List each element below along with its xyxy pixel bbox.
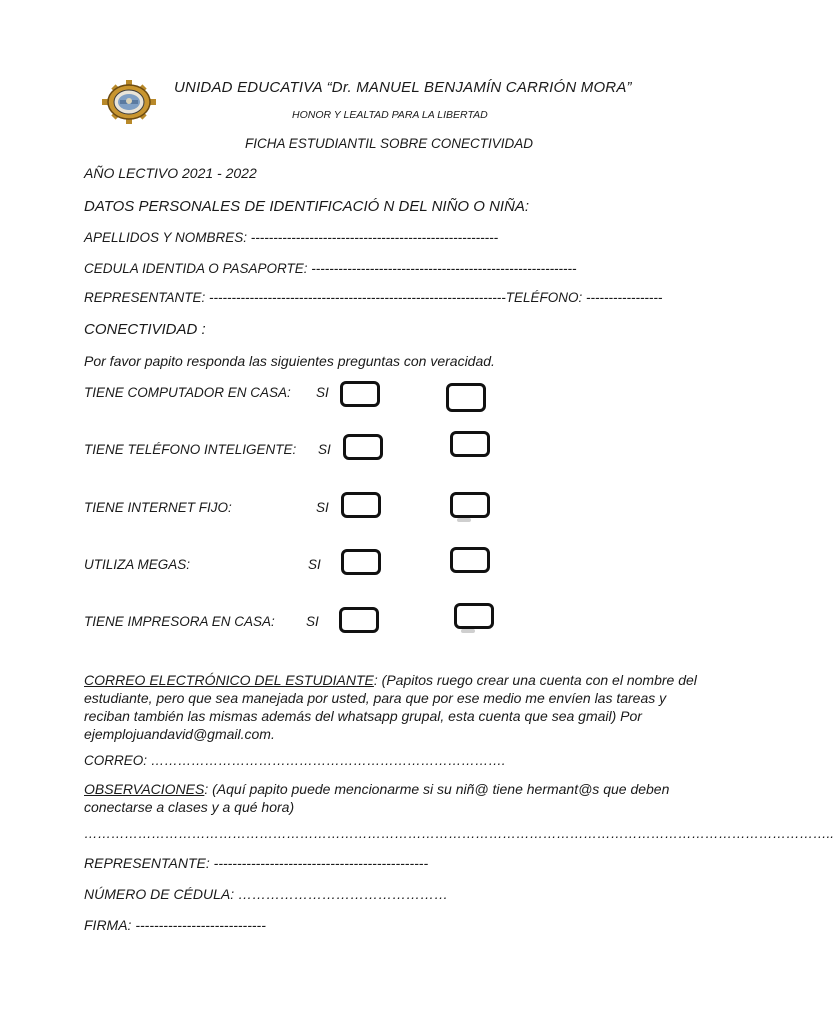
yes-label: SI xyxy=(318,442,331,457)
question-label: TIENE INTERNET FIJO: xyxy=(84,500,232,515)
email-section-text: : (Papitos ruego crear una cuenta con el nombre del estudiante, pero que sea manejada por usted, para que por ese medio me envíen las tareas y reciban también las mismas además del whatsapp grupal, esta cuenta que sea gmail) Por ejemplojuandavid@gmail.com. xyxy=(84,672,697,742)
yes-label: SI xyxy=(308,557,321,572)
no-checkbox-printer[interactable] xyxy=(454,603,494,629)
question-label: TIENE TELÉFONO INTELIGENTE: xyxy=(84,442,297,457)
id-number-line[interactable]: NÚMERO DE CÉDULA: ……………………………………… xyxy=(84,886,449,902)
school-logo-icon xyxy=(102,80,156,124)
yes-label: SI xyxy=(316,385,329,400)
yes-checkbox-mobile-data[interactable] xyxy=(341,549,381,575)
form-title: FICHA ESTUDIANTIL SOBRE CONECTIVIDAD xyxy=(245,136,534,151)
yes-checkbox-computer[interactable] xyxy=(340,381,380,407)
school-name: UNIDAD EDUCATIVA “Dr. MANUEL BENJAMÍN CARRIÓN MORA” xyxy=(174,79,632,96)
yes-label: SI xyxy=(316,500,329,515)
no-checkbox-smartphone[interactable] xyxy=(450,431,490,457)
question-label: UTILIZA MEGAS: xyxy=(84,557,191,572)
footer-representative-line[interactable]: REPRESENTANTE: ---------------------------------------------- xyxy=(84,855,429,871)
question-label: TIENE IMPRESORA EN CASA: xyxy=(84,614,275,629)
id-field-line[interactable]: CEDULA IDENTIDA O PASAPORTE: ----------------------------------------------------------- xyxy=(84,261,577,276)
no-checkbox-computer[interactable] xyxy=(446,383,486,412)
observations-text: : (Aquí papito puede mencionarme si su niñ@ tiene hermant@s que deben conectarse a clases y a qué hora) xyxy=(84,781,670,815)
observations-heading: OBSERVACIONES xyxy=(84,781,205,797)
connectivity-instruction: Por favor papito responda las siguientes preguntas con veracidad. xyxy=(84,353,495,369)
no-checkbox-fixed-internet[interactable] xyxy=(450,492,490,518)
yes-checkbox-smartphone[interactable] xyxy=(343,434,383,460)
no-checkbox-mobile-data[interactable] xyxy=(450,547,490,573)
representative-phone-line[interactable]: REPRESENTANTE: ------------------------------------------------------------------TELÉFONO: ----------------- xyxy=(84,290,663,305)
question-label: TIENE COMPUTADOR EN CASA: xyxy=(84,385,291,400)
yes-label: SI xyxy=(306,614,319,629)
names-field-line[interactable]: APELLIDOS Y NOMBRES: ------------------------------------------------------- xyxy=(84,230,499,245)
personal-section-heading: DATOS PERSONALES DE IDENTIFICACIÓ N DEL NIÑO O NIÑA: xyxy=(84,198,530,215)
connectivity-heading: CONECTIVIDAD : xyxy=(84,321,206,338)
yes-checkbox-printer[interactable] xyxy=(339,607,379,633)
email-section-heading: CORREO ELECTRÓNICO DEL ESTUDIANTE xyxy=(84,672,374,688)
yes-checkbox-fixed-internet[interactable] xyxy=(341,492,381,518)
school-motto: HONOR Y LEALTAD PARA LA LIBERTAD xyxy=(292,109,488,121)
email-field-line[interactable]: CORREO: ……………………………………………………………………. xyxy=(84,753,506,768)
email-instructions xyxy=(84,671,714,743)
observations-dotted-line[interactable]: ………………………………………………………………………………………………………………………………………………….. xyxy=(84,826,834,841)
signature-line[interactable]: FIRMA: ---------------------------- xyxy=(84,917,266,933)
observations-instructions xyxy=(84,780,714,816)
school-year: AÑO LECTIVO 2021 - 2022 xyxy=(84,165,257,181)
